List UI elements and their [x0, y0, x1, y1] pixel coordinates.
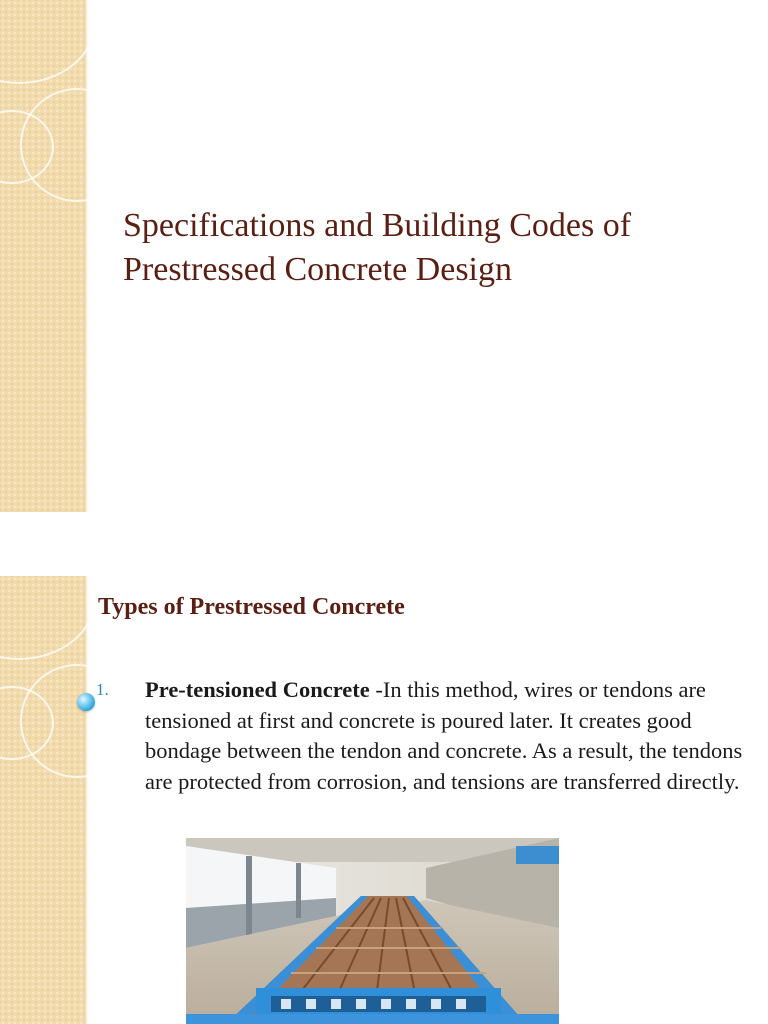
slide-gap [0, 512, 768, 576]
slide-heading: Types of Prestressed Concrete [98, 594, 405, 620]
slide-title [123, 204, 743, 292]
title-line-2: Prestressed Concrete Design [123, 251, 513, 288]
strip-edge [84, 576, 88, 1024]
list-marker: 1. [96, 680, 109, 699]
photo-illustration [186, 838, 559, 1024]
strip-edge [84, 0, 88, 512]
list-item-text [145, 675, 755, 797]
bullet-orb-icon [77, 693, 95, 711]
title-line-1: Specifications and Building Codes of [123, 207, 632, 244]
pretensioning-bed-photo [186, 838, 559, 1024]
item-term: Pre-tensioned Concrete [145, 677, 370, 702]
item-description: -In this method, wires or tendons are tensioned at first and concrete is poured later. It creates good bondage between the tendon and concrete. As a result, the tendons are protected from corrosion, and tensions are transferred directly. [145, 677, 743, 794]
content-slide [0, 576, 768, 1024]
